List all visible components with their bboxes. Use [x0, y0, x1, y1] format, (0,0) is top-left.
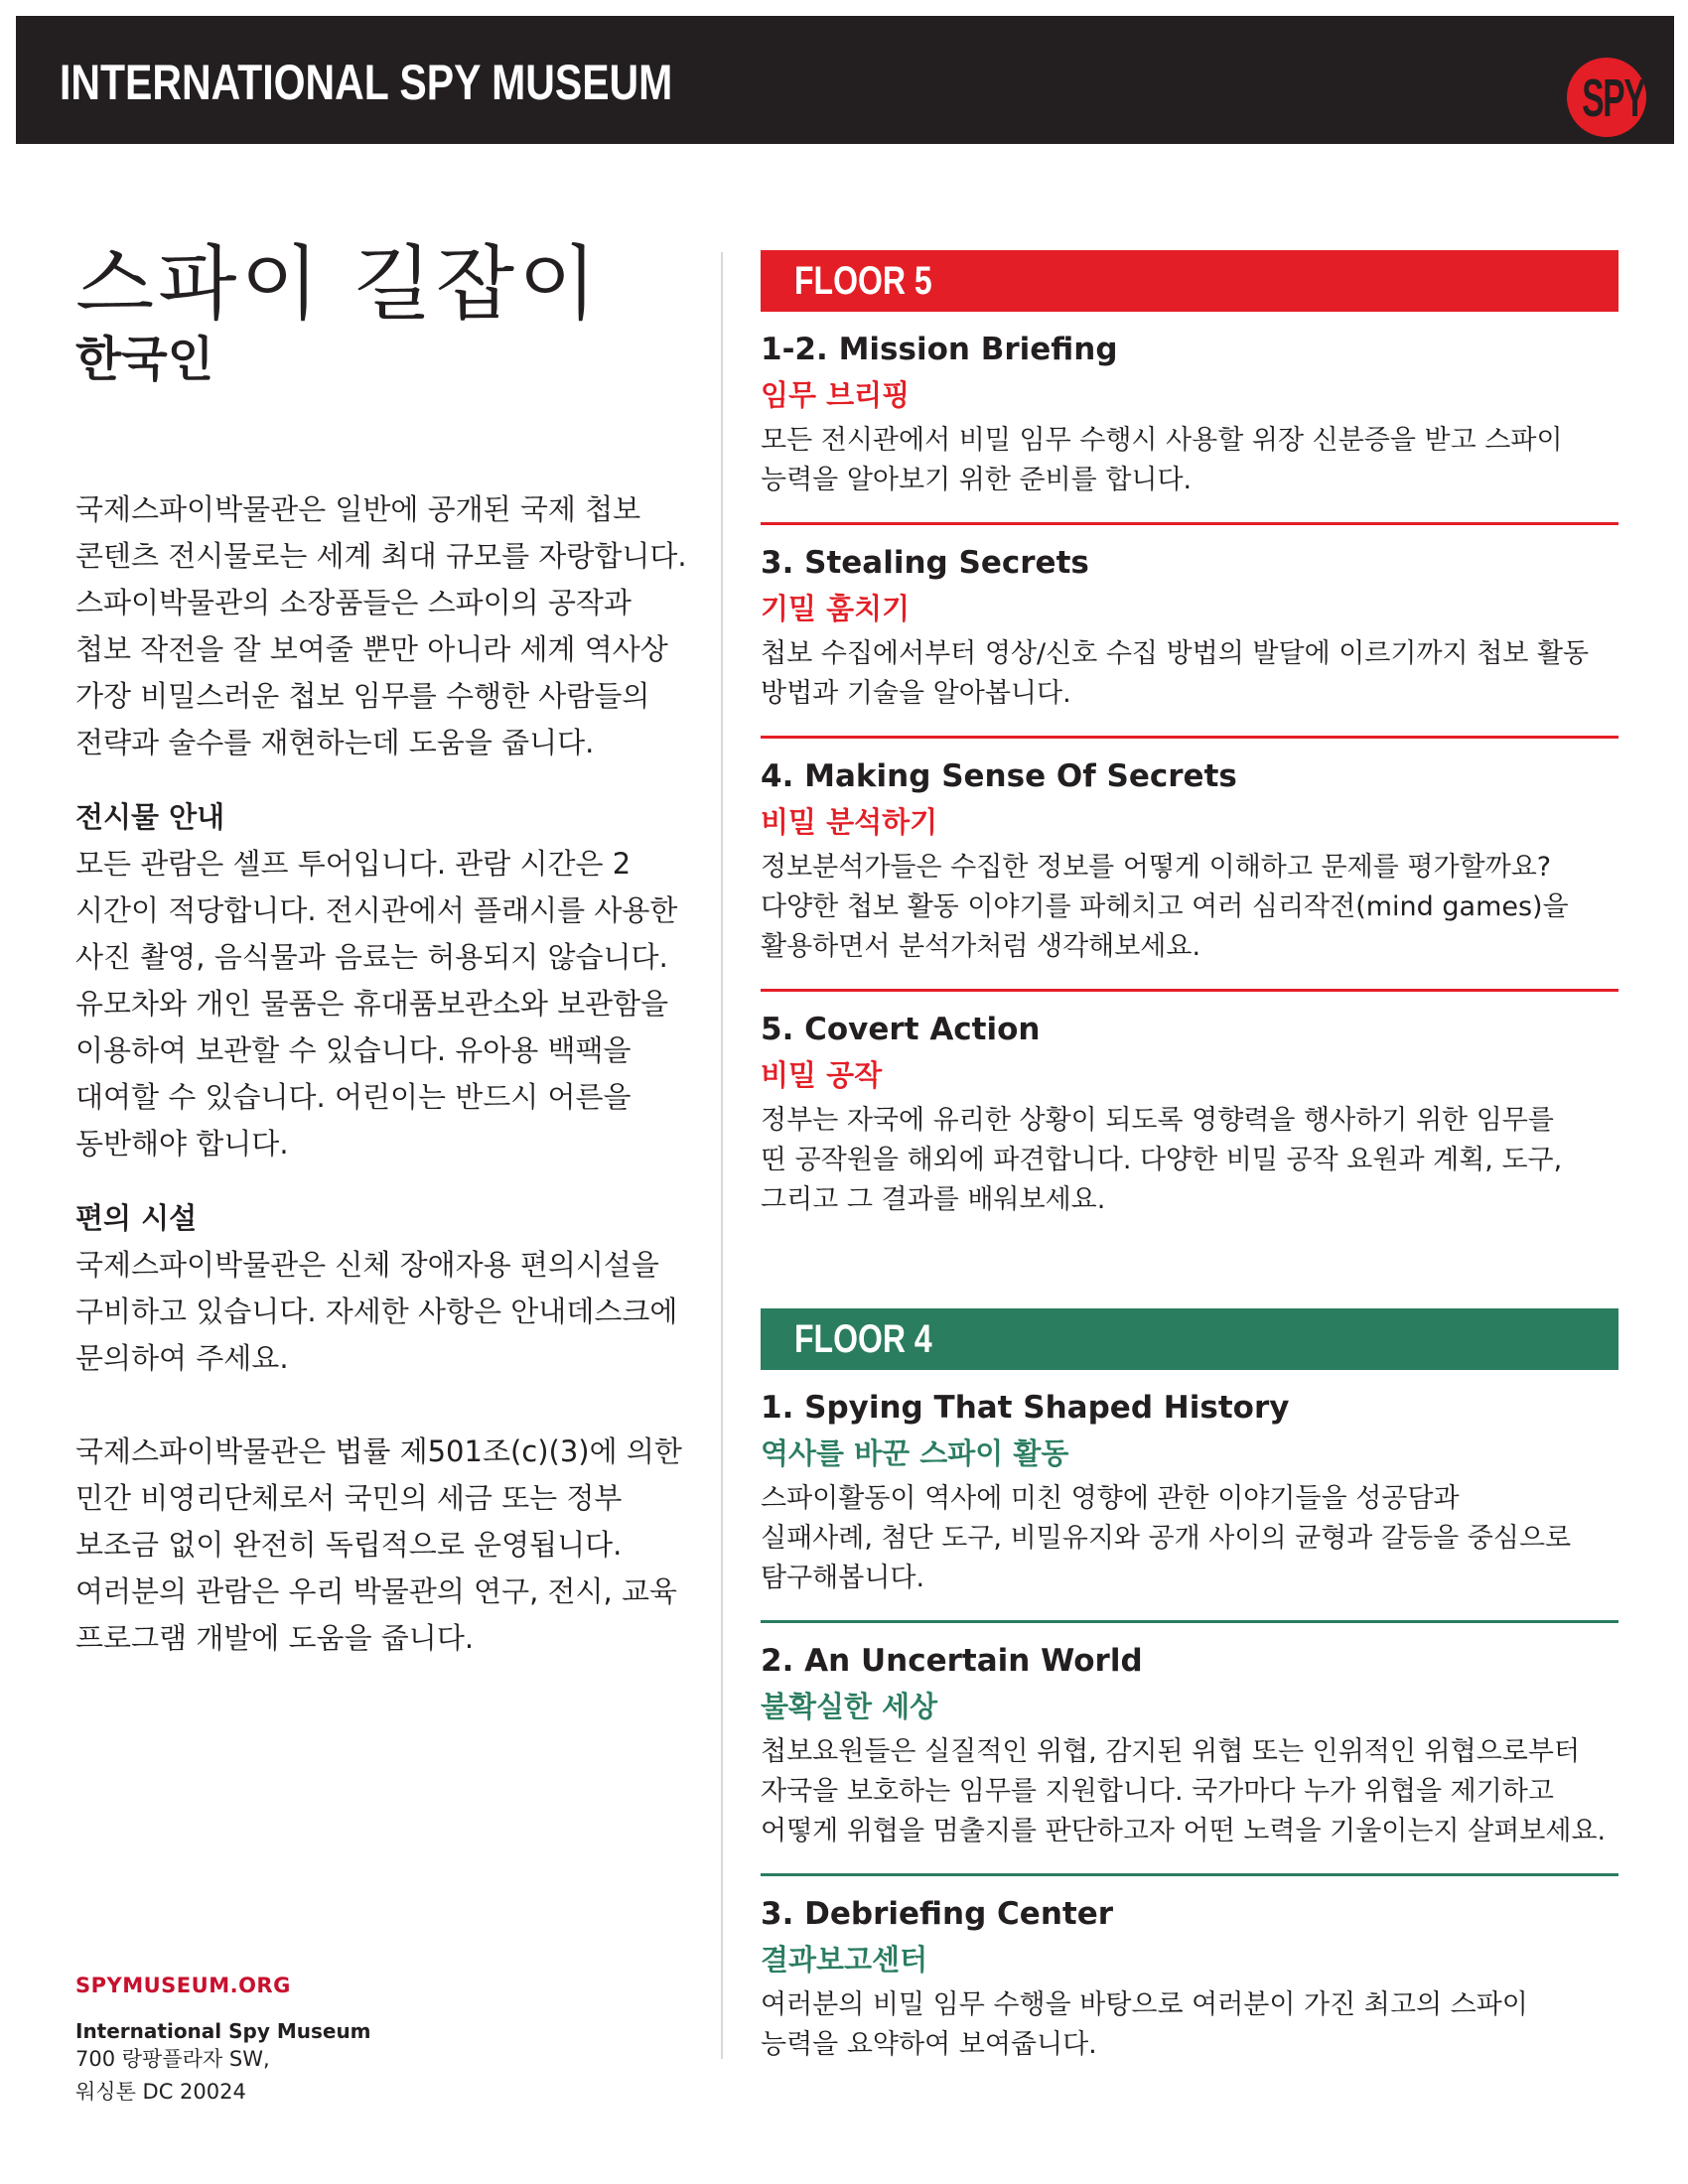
exhibit-description [761, 1985, 1620, 2065]
floor4-banner [761, 1308, 1618, 1370]
desc-line: 그리고 그 결과를 배워보세요. [761, 1184, 1106, 1215]
intro-line: 스파이박물관의 소장품들은 스파이의 공작과 [75, 585, 632, 619]
facility-line: 문의하여 주세요. [75, 1340, 289, 1375]
exhibit-item [761, 1876, 1620, 2065]
guide-line: 사진 촬영, 음식물과 음료는 허용되지 않습니다. [75, 939, 668, 974]
desc-line: 정부는 자국에 유리한 상황이 되도록 영향력을 행사하기 위한 임무를 [761, 1105, 1554, 1136]
address-line: 워싱톤 DC 20024 [75, 2080, 246, 2104]
exhibit-korean-title: 임무 브리핑 [761, 378, 911, 412]
exhibit-item [761, 1370, 1620, 1623]
guide-line: 이용하여 보관할 수 있습니다. 유아용 백팩을 [75, 1032, 632, 1067]
floor4-label: FLOOR 4 [794, 1317, 932, 1361]
guide-line: 모든 관람은 셀프 투어입니다. 관람 시간은 2 [75, 846, 632, 881]
guide-line: 대여할 수 있습니다. 어린이는 반드시 어른을 [75, 1079, 632, 1114]
exhibit-korean-title: 결과보고센터 [761, 1943, 928, 1977]
column-divider [721, 252, 723, 2059]
nonprofit-paragraph [75, 1429, 711, 1662]
header-bar [16, 16, 1674, 144]
guide-heading: 전시물 안내 [75, 799, 225, 834]
desc-line: 활용하면서 분석가처럼 생각해보세요. [761, 931, 1201, 962]
floor5-section [761, 250, 1620, 1220]
floor5-label: FLOOR 5 [794, 259, 932, 303]
facility-heading: 편의 시설 [75, 1200, 198, 1235]
exhibit-title: 4. Making Sense Of Secrets [761, 758, 1237, 794]
desc-line: 여러분의 비밀 임무 수행을 바탕으로 여러분이 가진 최고의 스파이 [761, 1989, 1528, 2020]
exhibit-item [761, 1623, 1620, 1876]
exhibit-title: 1. Spying That Shaped History [761, 1390, 1290, 1426]
exhibit-description [761, 1101, 1620, 1220]
address-line: 700 랑팡플라자 SW, [75, 2047, 270, 2071]
museum-name: INTERNATIONAL SPY MUSEUM [60, 55, 673, 110]
guide-line: 시간이 적당합니다. 전시관에서 플래시를 사용한 [75, 892, 678, 927]
org-name: International Spy Museum [75, 2019, 371, 2043]
desc-line: 첩보요원들은 실질적인 위협, 감지된 위협 또는 인위적인 위협으로부터 [761, 1736, 1581, 1767]
exhibit-title: 2. An Uncertain World [761, 1643, 1143, 1679]
exhibit-description [761, 421, 1620, 500]
nonprofit-line: 국제스파이박물관은 법률 제501조(c)(3)에 의한 [75, 1433, 682, 1468]
footer [75, 1974, 371, 2109]
exhibit-item [761, 525, 1620, 739]
facility-paragraph [75, 1242, 711, 1382]
nonprofit-line: 여러분의 관람은 우리 박물관의 연구, 전시, 교육 [75, 1573, 678, 1608]
exhibit-description [761, 848, 1620, 967]
facility-line: 구비하고 있습니다. 자세한 사항은 안내데스크에 [75, 1294, 678, 1328]
intro-line: 콘텐츠 전시물로는 세계 최대 규모를 자랑합니다. [75, 538, 687, 573]
exhibit-description [761, 1732, 1620, 1851]
left-column [75, 238, 711, 1662]
language-label: 한국인 [75, 332, 214, 388]
intro-line: 전략과 술수를 재현하는데 도움을 줍니다. [75, 725, 595, 759]
exhibit-description [761, 1479, 1620, 1598]
exhibit-title: 5. Covert Action [761, 1012, 1041, 1047]
exhibit-title: 3. Stealing Secrets [761, 545, 1089, 581]
exhibit-korean-title: 역사를 바꾼 스파이 활동 [761, 1436, 1069, 1470]
exhibit-item [761, 739, 1620, 992]
exhibit-title: 1-2. Mission Briefing [761, 332, 1118, 367]
exhibit-korean-title: 비밀 분석하기 [761, 805, 938, 839]
intro-line: 가장 비밀스러운 첩보 임무를 수행한 사람들의 [75, 678, 650, 713]
website-link[interactable]: SPYMUSEUM.ORG [75, 1974, 291, 1997]
facility-line: 국제스파이박물관은 신체 장애자용 편의시설을 [75, 1247, 659, 1282]
exhibit-korean-title: 비밀 공작 [761, 1058, 883, 1092]
desc-line: 능력을 요약하여 보여줍니다. [761, 2029, 1097, 2060]
exhibit-item [761, 992, 1620, 1220]
desc-line: 다양한 첩보 활동 이야기를 파헤치고 여러 심리작전(mind games)을 [761, 891, 1569, 922]
guide-line: 유모차와 개인 물품은 휴대품보관소와 보관함을 [75, 986, 669, 1021]
exhibit-korean-title: 기밀 훔치기 [761, 592, 911, 625]
logo-text: SPY [1582, 68, 1645, 128]
nonprofit-line: 민간 비영리단체로서 국민의 세금 또는 정부 [75, 1480, 623, 1515]
exhibit-item [761, 312, 1620, 525]
desc-line: 실패사례, 첨단 도구, 비밀유지와 공개 사이의 균형과 갈등을 중심으로 [761, 1523, 1572, 1554]
exhibit-korean-title: 불확실한 세상 [761, 1690, 938, 1723]
intro-paragraph [75, 486, 711, 766]
desc-line: 방법과 기술을 알아봅니다. [761, 678, 1071, 709]
desc-line: 모든 전시관에서 비밀 임무 수행시 사용할 위장 신분증을 받고 스파이 [761, 425, 1563, 456]
intro-line: 국제스파이박물관은 일반에 공개된 국제 첩보 [75, 491, 641, 526]
nonprofit-line: 프로그램 개발에 도움을 줍니다. [75, 1620, 475, 1655]
page-title: 스파이 길잡이 [75, 237, 602, 332]
guide-line: 동반해야 합니다. [75, 1126, 289, 1160]
floor4-section [761, 1308, 1620, 2065]
spy-logo-icon [1567, 58, 1646, 137]
desc-line: 능력을 알아보기 위한 준비를 합니다. [761, 465, 1193, 495]
desc-line: 띤 공작원을 해외에 파견합니다. 다양한 비밀 공작 요원과 계획, 도구, [761, 1145, 1563, 1175]
nonprofit-line: 보조금 없이 완전히 독립적으로 운영됩니다. [75, 1527, 623, 1562]
desc-line: 첩보 수집에서부터 영상/신호 수집 방법의 발달에 이르기까지 첩보 활동 [761, 638, 1590, 669]
exhibit-description [761, 634, 1620, 714]
desc-line: 자국을 보호하는 임무를 지원합니다. 국가마다 누가 위협을 제기하고 [761, 1776, 1554, 1807]
desc-line: 어떻게 위협을 멈출지를 판단하고자 어떤 노력을 기울이는지 살펴보세요. [761, 1816, 1607, 1846]
intro-line: 첩보 작전을 잘 보여줄 뿐만 아니라 세계 역사상 [75, 631, 668, 666]
desc-line: 정보분석가들은 수집한 정보를 어떻게 이해하고 문제를 평가할까요? [761, 852, 1552, 883]
desc-line: 스파이활동이 역사에 미친 영향에 관한 이야기들을 성공담과 [761, 1483, 1460, 1514]
floor5-banner [761, 250, 1618, 312]
exhibit-title: 3. Debriefing Center [761, 1896, 1114, 1932]
desc-line: 탐구해봅니다. [761, 1563, 925, 1593]
guide-paragraph [75, 841, 711, 1167]
